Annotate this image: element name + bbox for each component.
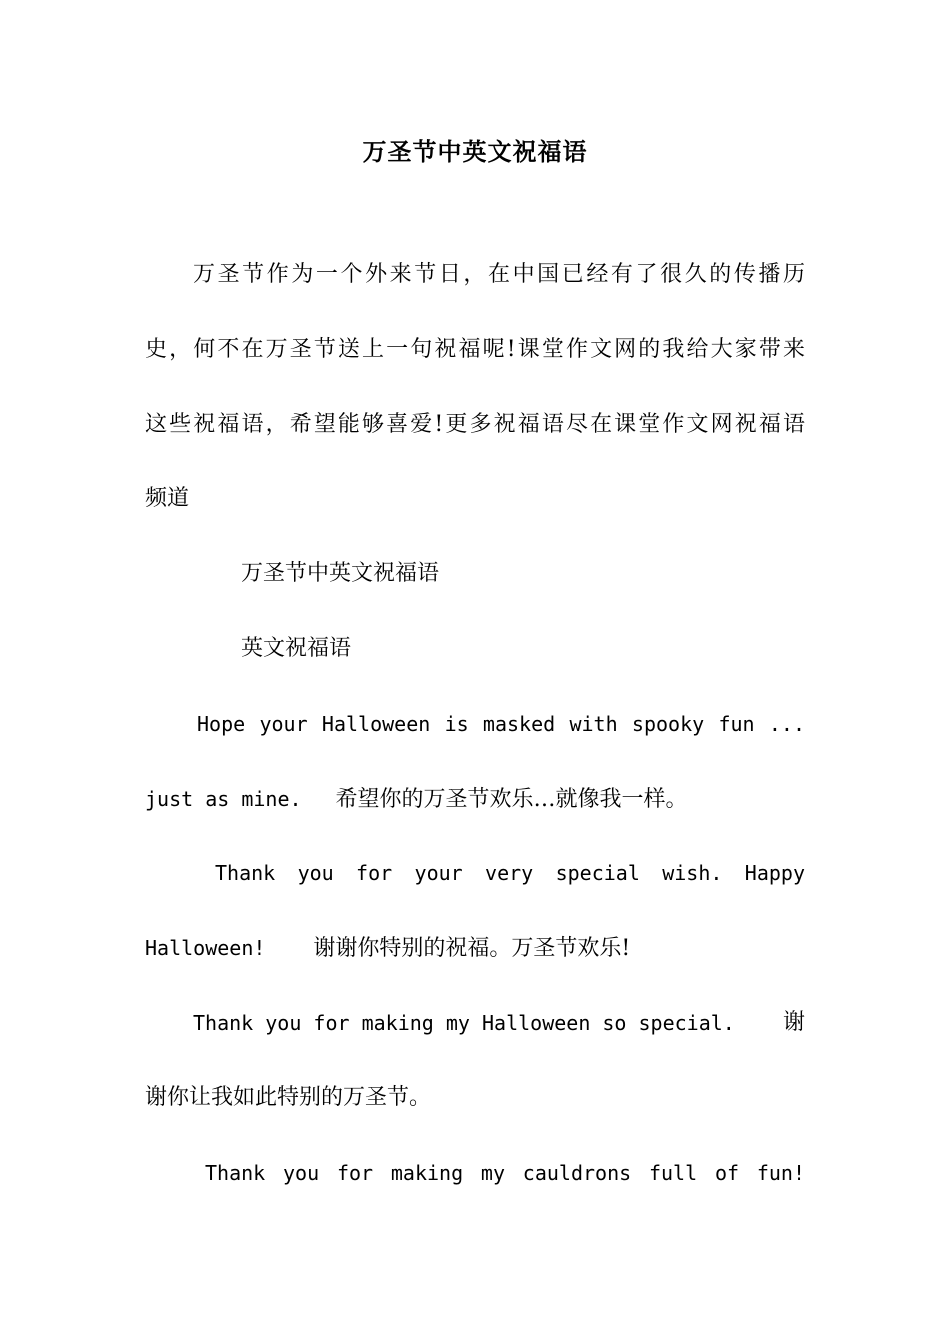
intro-line-3: 这些祝福语，希望能够喜爱!更多祝福语尽在课堂作文网祝福语 [145,411,805,437]
blessing-3-chinese-start: 谢 [782,1009,805,1035]
blessing-2-line-1: Thank you for your very special wish. Happy [215,861,805,886]
blessing-2-english: Halloween! [145,936,266,961]
blessing-3-line-2: 谢你让我如此特别的万圣节。 [145,1084,432,1110]
intro-line-4: 频道 [145,486,190,512]
blessing-1-chinese: 希望你的万圣节欢乐…就像我一样。 [335,786,688,812]
blessing-3-line-1 [145,986,805,1061]
blessing-1-line-2 [145,762,805,837]
blessing-3-english: Thank you for making my Halloween so special. [193,1010,735,1035]
intro-line-2: 史，何不在万圣节送上一句祝福呢!课堂作文网的我给大家带来 [145,336,805,362]
section-heading: 万圣节中英文祝福语 [241,561,440,587]
blessing-1-line-1: Hope your Halloween is masked with spooky fun ... [197,711,805,736]
blessing-1-english: just as mine. [145,786,302,811]
blessing-2-line-2 [145,911,805,986]
document-body [145,238,805,1210]
blessing-2-chinese: 谢谢你特别的祝福。万圣节欢乐! [313,936,631,962]
document-title: 万圣节中英文祝福语 [362,137,588,166]
sub-heading: 英文祝福语 [241,635,352,661]
intro-line-1: 万圣节作为一个外来节日，在中国已经有了很久的传播历 [193,262,805,287]
blessing-4-line-1: Thank you for making my cauldrons full of fun! [205,1160,805,1185]
